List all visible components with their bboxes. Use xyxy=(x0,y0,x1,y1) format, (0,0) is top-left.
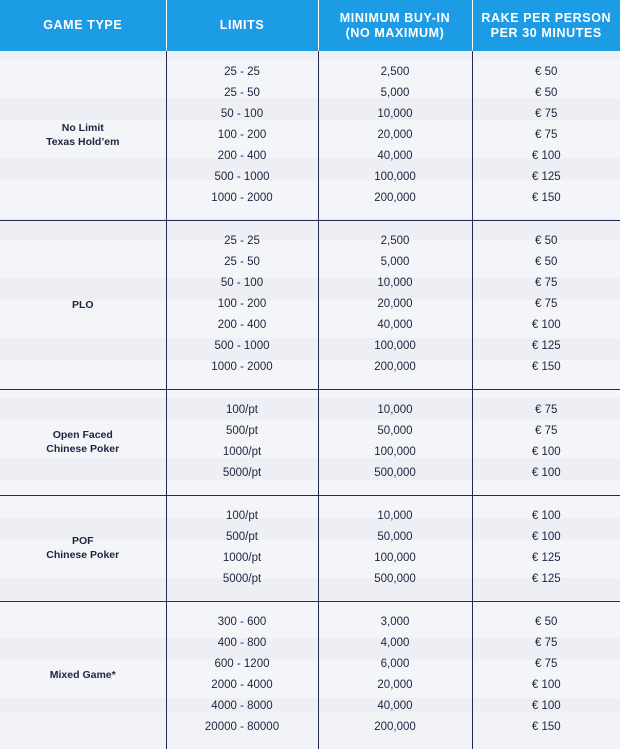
game-type-cell xyxy=(0,601,166,749)
rake-cell: € 125 xyxy=(472,167,620,188)
padding-cell xyxy=(472,209,620,220)
buyin-cell: 500,000 xyxy=(318,569,472,590)
rake-cell: € 75 xyxy=(472,294,620,315)
rake-cell: € 150 xyxy=(472,357,620,378)
padding-cell xyxy=(472,738,620,749)
rake-cell: € 75 xyxy=(472,421,620,442)
limit-cell: 20000 - 80000 xyxy=(166,717,318,738)
limit-cell: 500 - 1000 xyxy=(166,167,318,188)
buyin-cell: 100,000 xyxy=(318,336,472,357)
buyin-cell: 40,000 xyxy=(318,696,472,717)
rake-cell: € 75 xyxy=(472,654,620,675)
padding-cell xyxy=(318,378,472,389)
limit-cell: 400 - 800 xyxy=(166,633,318,654)
game-type-cell xyxy=(0,51,166,220)
buyin-cell: 100,000 xyxy=(318,167,472,188)
group-padding-row xyxy=(0,495,620,506)
rake-cell: € 75 xyxy=(472,400,620,421)
buyin-cell: 10,000 xyxy=(318,104,472,125)
padding-cell xyxy=(472,220,620,231)
table-header-row xyxy=(0,0,620,51)
padding-cell xyxy=(166,51,318,62)
padding-cell xyxy=(166,220,318,231)
game-type-label-line2: Chinese Poker xyxy=(46,549,120,561)
game-type-label: PLO xyxy=(71,298,94,311)
limit-cell: 500/pt xyxy=(166,527,318,548)
buyin-cell: 3,000 xyxy=(318,612,472,633)
buyin-cell: 50,000 xyxy=(318,527,472,548)
rake-cell: € 125 xyxy=(472,548,620,569)
rake-cell: € 100 xyxy=(472,463,620,484)
game-type-label-line2: Texas Hold’em xyxy=(46,136,120,149)
rake-cell: € 50 xyxy=(472,231,620,252)
limit-cell: 1000 - 2000 xyxy=(166,188,318,209)
limit-cell: 200 - 400 xyxy=(166,315,318,336)
padding-cell xyxy=(318,495,472,506)
game-type-label: Mixed Game* xyxy=(49,669,116,682)
game-type-cell xyxy=(0,495,166,601)
rake-cell: € 100 xyxy=(472,506,620,527)
padding-cell xyxy=(318,590,472,601)
buyin-cell: 20,000 xyxy=(318,294,472,315)
padding-cell xyxy=(472,389,620,400)
rake-cell: € 100 xyxy=(472,442,620,463)
buyin-cell: 2,500 xyxy=(318,231,472,252)
buyin-cell: 20,000 xyxy=(318,675,472,696)
header-limits: LIMITS xyxy=(166,0,318,51)
game-type-label-line2: Chinese Poker xyxy=(46,443,120,455)
padding-cell xyxy=(472,51,620,62)
group-padding-row xyxy=(0,220,620,231)
buyin-cell: 500,000 xyxy=(318,463,472,484)
buyin-cell: 2,500 xyxy=(318,62,472,83)
game-type-label: No Limit xyxy=(61,122,104,135)
buyin-cell: 100,000 xyxy=(318,548,472,569)
buyin-cell: 40,000 xyxy=(318,315,472,336)
buyin-cell: 10,000 xyxy=(318,273,472,294)
buyin-cell: 200,000 xyxy=(318,188,472,209)
buyin-cell: 20,000 xyxy=(318,125,472,146)
padding-cell xyxy=(318,51,472,62)
rake-cell: € 100 xyxy=(472,696,620,717)
rake-cell: € 75 xyxy=(472,104,620,125)
limit-cell: 200 - 400 xyxy=(166,146,318,167)
buyin-cell: 200,000 xyxy=(318,717,472,738)
padding-cell xyxy=(166,601,318,612)
rake-cell: € 50 xyxy=(472,252,620,273)
buyin-cell: 40,000 xyxy=(318,146,472,167)
rake-cell: € 150 xyxy=(472,188,620,209)
buyin-cell: 200,000 xyxy=(318,357,472,378)
rake-cell: € 125 xyxy=(472,336,620,357)
buyin-cell: 4,000 xyxy=(318,633,472,654)
buyin-cell: 5,000 xyxy=(318,83,472,104)
game-type-label: Open Faced xyxy=(52,429,113,441)
buyin-cell: 10,000 xyxy=(318,506,472,527)
limit-cell: 1000/pt xyxy=(166,442,318,463)
rake-cell: € 50 xyxy=(472,612,620,633)
table-body xyxy=(0,51,620,749)
limit-cell: 25 - 25 xyxy=(166,62,318,83)
header-minimum-buyin: MINIMUM BUY-IN (NO MAXIMUM) xyxy=(318,0,472,51)
header-rake: RAKE PER PERSON PER 30 MINUTES xyxy=(472,0,620,51)
group-padding-row xyxy=(0,389,620,400)
limit-cell: 25 - 50 xyxy=(166,252,318,273)
rake-cell: € 100 xyxy=(472,675,620,696)
buyin-cell: 10,000 xyxy=(318,400,472,421)
limit-cell: 5000/pt xyxy=(166,463,318,484)
limit-cell: 4000 - 8000 xyxy=(166,696,318,717)
padding-cell xyxy=(318,484,472,495)
padding-cell xyxy=(472,378,620,389)
rake-cell: € 150 xyxy=(472,717,620,738)
limit-cell: 300 - 600 xyxy=(166,612,318,633)
limit-cell: 50 - 100 xyxy=(166,104,318,125)
limit-cell: 600 - 1200 xyxy=(166,654,318,675)
padding-cell xyxy=(166,590,318,601)
rake-cell: € 75 xyxy=(472,633,620,654)
padding-cell xyxy=(318,738,472,749)
padding-cell xyxy=(166,738,318,749)
buyin-cell: 50,000 xyxy=(318,421,472,442)
padding-cell xyxy=(472,484,620,495)
rake-cell: € 75 xyxy=(472,273,620,294)
rake-cell: € 125 xyxy=(472,569,620,590)
padding-cell xyxy=(472,590,620,601)
limit-cell: 500/pt xyxy=(166,421,318,442)
padding-cell xyxy=(166,209,318,220)
limit-cell: 100 - 200 xyxy=(166,294,318,315)
padding-cell xyxy=(472,601,620,612)
padding-cell xyxy=(318,220,472,231)
game-type-cell xyxy=(0,220,166,389)
padding-cell xyxy=(318,389,472,400)
game-type-cell xyxy=(0,389,166,495)
rake-cell: € 100 xyxy=(472,146,620,167)
limit-cell: 25 - 25 xyxy=(166,231,318,252)
limit-cell: 1000/pt xyxy=(166,548,318,569)
group-padding-row xyxy=(0,601,620,612)
game-type-label: POF xyxy=(71,535,94,547)
limit-cell: 50 - 100 xyxy=(166,273,318,294)
limit-cell: 5000/pt xyxy=(166,569,318,590)
padding-cell xyxy=(166,389,318,400)
rake-cell: € 100 xyxy=(472,315,620,336)
limit-cell: 1000 - 2000 xyxy=(166,357,318,378)
limit-cell: 100 - 200 xyxy=(166,125,318,146)
padding-cell xyxy=(472,495,620,506)
group-padding-row xyxy=(0,51,620,62)
rake-cell: € 75 xyxy=(472,125,620,146)
limit-cell: 100/pt xyxy=(166,506,318,527)
rake-cell: € 50 xyxy=(472,83,620,104)
padding-cell xyxy=(166,378,318,389)
rake-cell: € 50 xyxy=(472,62,620,83)
rake-cell: € 100 xyxy=(472,527,620,548)
limit-cell: 100/pt xyxy=(166,400,318,421)
buyin-cell: 6,000 xyxy=(318,654,472,675)
buyin-cell: 5,000 xyxy=(318,252,472,273)
padding-cell xyxy=(166,495,318,506)
buyin-cell: 100,000 xyxy=(318,442,472,463)
header-game-type: GAME TYPE xyxy=(0,0,166,51)
padding-cell xyxy=(166,484,318,495)
limit-cell: 500 - 1000 xyxy=(166,336,318,357)
padding-cell xyxy=(318,209,472,220)
limit-cell: 25 - 50 xyxy=(166,83,318,104)
padding-cell xyxy=(318,601,472,612)
limit-cell: 2000 - 4000 xyxy=(166,675,318,696)
